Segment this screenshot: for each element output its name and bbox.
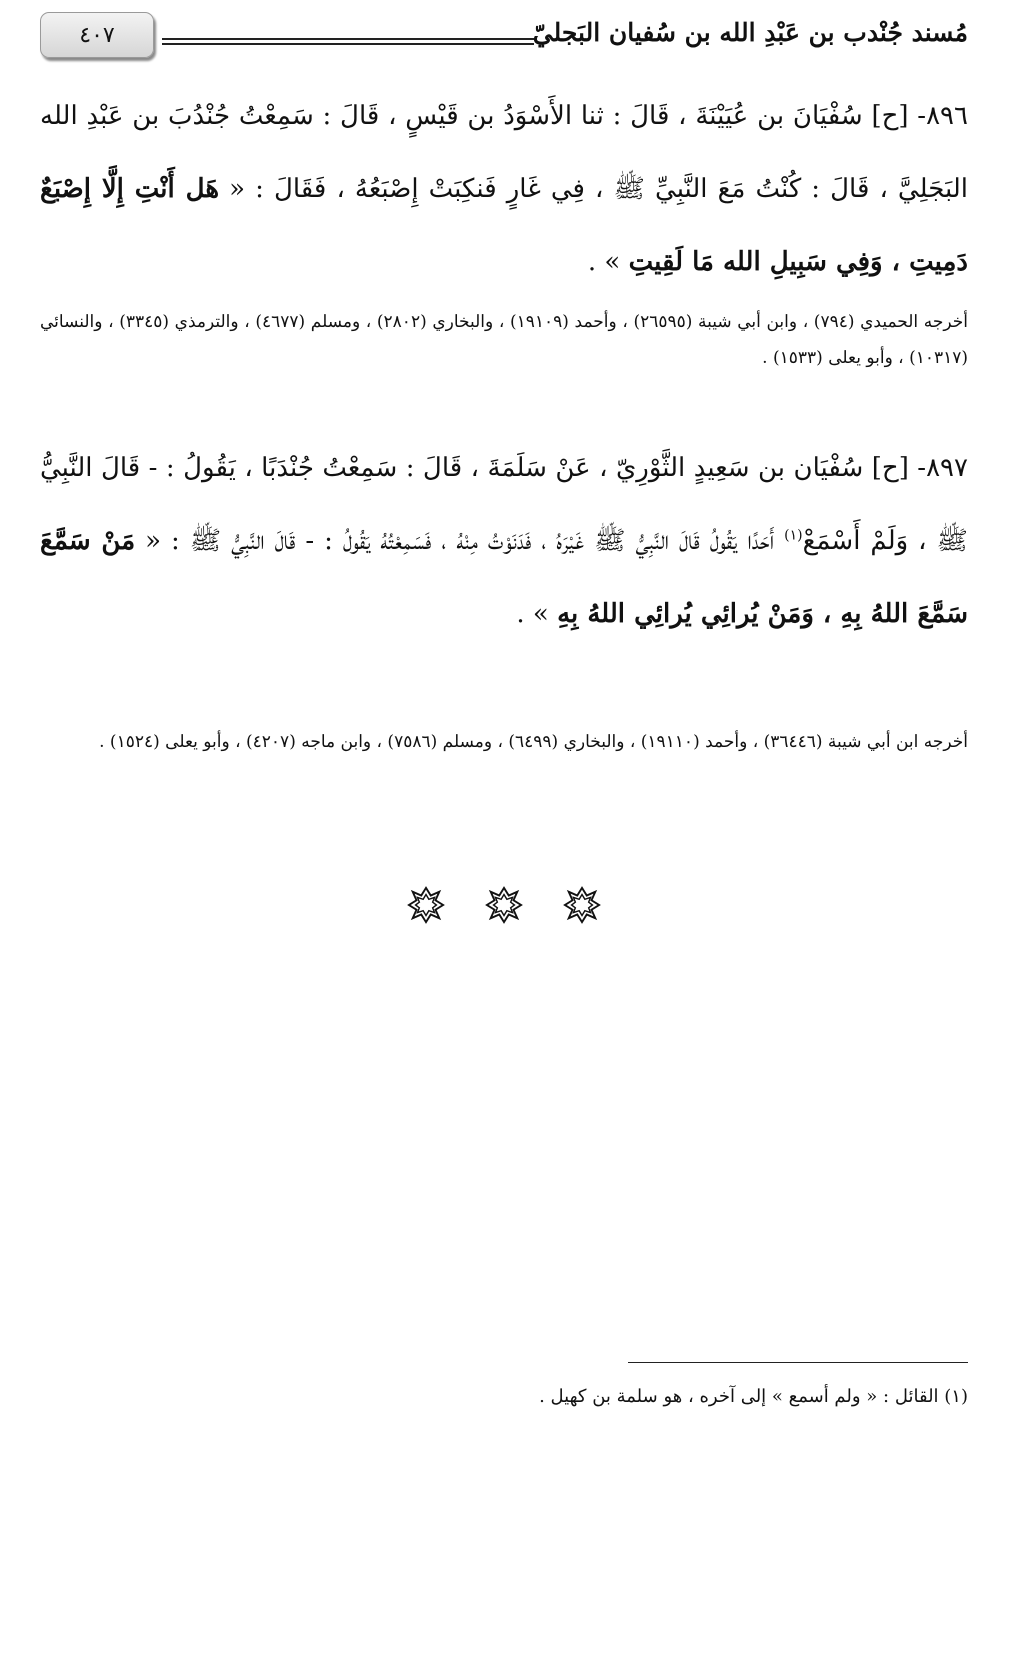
eight-point-star-icon [407,886,445,924]
hadith-closing: » . [516,599,558,629]
hadith-matn: هَل أَنْتِ إِلَّا إِصْبَعٌ دَمِيتِ ، وَفِي سَبِيلِ الله مَا لَقِيتِ [40,174,968,277]
page [40,0,968,1657]
hadith-number: ٨٩٧ [926,453,968,483]
takhrij-896: أخرجه الحميدي (٧٩٤) ، وابن أبي شيبة (٢٦٥٩٥) ، وأحمد (١٩١٠٩) ، والبخاري (٢٨٠٢) ، ومسلم (٤٦٧٧) ، والترمذي (٣٣٤٥) ، والنسائي (١٠٣١٧) ، وأبو يعلى (١٥٣٣) . [40,312,969,368]
page-header [40,8,968,60]
footnote-reference[interactable]: (١) [784,527,803,544]
hadith-closing: » . [587,247,629,277]
hadith-isnad: - [ح] سُفْيَانَ بن عُيَيْنَةَ ، قَالَ : ثنا الأَسْوَدُ بن قَيْسٍ ، قَالَ : سَمِعْتُ جُنْدُبَ بن عَبْدِ الله البَجَلِيَّ ، قَالَ : كُنْتُ مَعَ النَّبِيِّ ﷺ ، فِي غَارٍ فَنكِبَتْ إِصْبَعُهُ ، فَقَالَ : « [40,101,968,204]
footnote-rule [628,1362,968,1363]
hadith-matn: مَنْ سَمَّعَ سَمَّعَ اللهُ بِهِ ، وَمَنْ يُرائِي يُرائِي اللهُ بِهِ [40,526,968,629]
page-number-badge [40,12,154,58]
footnote: (١) القائل : « ولم أسمع » إلى آخره ، هو سلمة بن كهيل . [539,1386,968,1407]
hadith-isnad-continued: أَحَدًا يَقُولُ قَالَ النَّبِيُّ ﷺ غَيْرَهُ ، فَدَنَوْتُ مِنْهُ ، فَسَمِعْتُهُ يَقُولُ : - قَالَ النَّبِيُّ ﷺ : « [135,526,785,556]
running-title: مُسند جُنْدب بن عَبْدِ الله بن سُفيان البَجليّ [532,18,968,47]
hadith-isnad: - [ح] سُفْيَان بن سَعِيدٍ الثَّوْرِيّ ، عَنْ سَلَمَةَ ، قَالَ : سَمِعْتُ جُنْدَبًا ، يَقُولُ : - قَالَ النَّبِيُّ ﷺ ، وَلَمْ أَسْمَعْ [40,453,968,556]
page-number: ٤٠٧ [79,22,115,48]
hadith-number: ٨٩٦ [926,101,968,131]
hadith-896 [40,80,968,299]
section-separator [40,886,968,924]
eight-point-star-icon [485,886,523,924]
header-rule [162,38,534,45]
takhrij-897: أخرجه ابن أبي شيبة (٣٦٤٤٦) ، وأحمد (١٩١١٠) ، والبخاري (٦٤٩٩) ، ومسلم (٧٥٨٦) ، وابن ماجه (٤٢٠٧) ، وأبو يعلى (١٥٢٤) . [99,732,968,752]
hadith-897 [40,432,968,651]
eight-point-star-icon [563,886,601,924]
